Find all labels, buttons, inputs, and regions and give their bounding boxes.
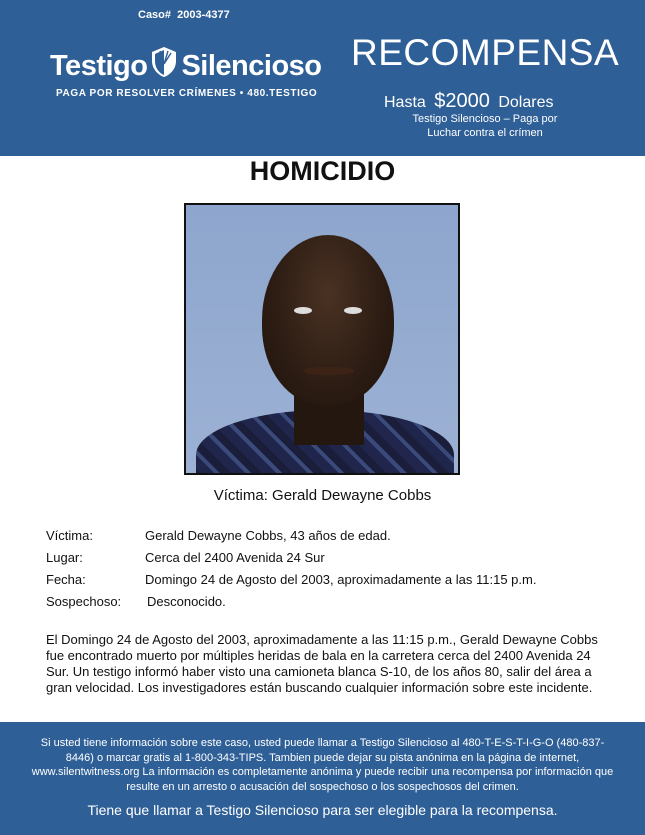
- reward-amount: [384, 90, 553, 113]
- reward-suffix: Dolares: [498, 94, 554, 111]
- reward-title: RECOMPENSA: [351, 32, 620, 73]
- detail-value: Cerca del 2400 Avenida 24 Sur: [145, 550, 325, 565]
- photo-head: [262, 235, 394, 405]
- footer-banner: [0, 722, 645, 835]
- detail-label: Fecha:: [46, 572, 86, 587]
- detail-value: Gerald Dewayne Cobbs, 43 años de edad.: [145, 528, 391, 543]
- reward-amount-value: $2000: [434, 90, 490, 112]
- logo-word-2: Silencioso: [181, 49, 322, 82]
- detail-label: Lugar:: [46, 550, 83, 565]
- case-summary: El Domingo 24 de Agosto del 2003, aproximadamente a las 11:15 p.m., Gerald Dewayne Cobbs fue encontrado muerto por múltiples heridas de bala en la carretera cerca del 2400 Avenida 24 Sur. Un testigo informó haber visto una camioneta blanca S-10, de los años 80, salir del área a gran velocidad. Los investigadores están buscando cualquier información sobre este incidente.: [46, 632, 598, 695]
- detail-value: Domingo 24 de Agosto del 2003, aproximadamente a las 11:15 p.m.: [145, 572, 537, 587]
- footer-info: Si usted tiene información sobre este caso, usted puede llamar a Testigo Silencioso al 480-T-E-S-T-I-G-O (480-837-8446) o marcar gratis al 1-800-343-TIPS. Tambien puede dejar su pista anónima en la página de internet, www.silentwitness.org La información es completamente anónima y puede recibir una recompensa por información que resulte en un arresto o acusación del sospechoso o los sospechosos del crimen.: [31, 737, 614, 793]
- case-number-value: 2003-4377: [177, 9, 230, 21]
- case-number: [138, 9, 230, 21]
- detail-value: Desconocido.: [147, 594, 226, 609]
- reward-prefix: Hasta: [384, 94, 426, 111]
- crime-type-title: HOMICIDIO: [249, 156, 396, 186]
- logo-tagline: PAGA POR RESOLVER CRÍMENES • 480.TESTIGO: [56, 88, 318, 99]
- reward-note: Testigo Silencioso – Paga por Luchar contra el crímen: [412, 113, 558, 139]
- logo-word-1: Testigo: [50, 49, 148, 82]
- header-banner: [0, 0, 645, 156]
- shield-icon: [151, 46, 177, 86]
- case-label: Caso#: [138, 9, 172, 21]
- detail-label: Sospechoso:: [46, 594, 122, 609]
- photo-eye-left: [294, 307, 312, 314]
- victim-photo: [184, 203, 460, 475]
- photo-mouth: [304, 367, 354, 375]
- testigo-silencioso-logo: [50, 46, 325, 99]
- detail-label: Víctima:: [46, 528, 93, 543]
- photo-eye-right: [344, 307, 362, 314]
- photo-caption: Víctima: Gerald Dewayne Cobbs: [213, 487, 432, 504]
- footer-cta: Tiene que llamar a Testigo Silencioso para ser elegible para la recompensa.: [87, 802, 558, 818]
